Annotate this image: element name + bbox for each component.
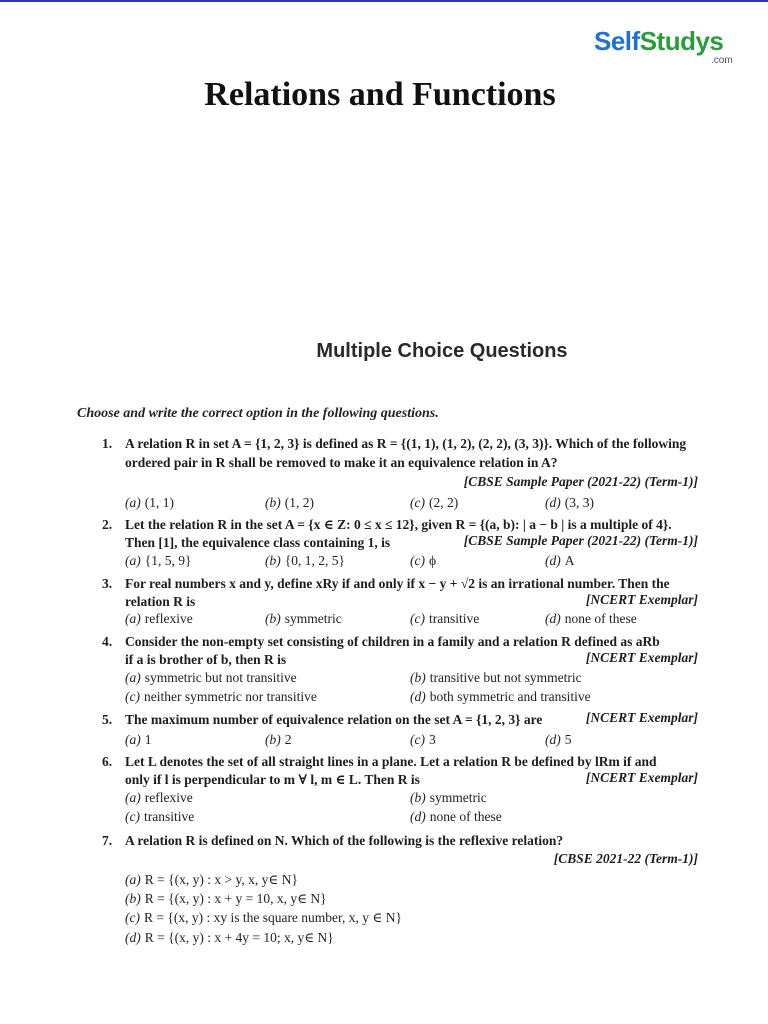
option-b <box>265 732 292 748</box>
option-text: {0, 1, 2, 5} <box>284 553 345 568</box>
option-label: (d) <box>545 553 561 568</box>
option-text: reflexive <box>144 790 193 805</box>
section-title: Multiple Choice Questions <box>316 340 568 362</box>
option-text: symmetric but not transitive <box>144 670 297 685</box>
option-a <box>125 732 152 748</box>
logo-domain: .com <box>711 55 733 66</box>
option-label: (a) <box>125 553 141 568</box>
page-title: Relations and Functions <box>204 76 556 113</box>
option-label: (a) <box>125 495 141 510</box>
question-text: For real numbers x and y, define xRy if and only if x − y + √2 is an irrational number. Then the <box>125 576 670 591</box>
option-text: (1, 2) <box>284 495 314 510</box>
option-b <box>410 790 487 806</box>
option-d <box>545 553 575 569</box>
option-text: both symmetric and transitive <box>429 689 591 704</box>
option-b <box>265 553 345 569</box>
option-label: (b) <box>410 790 426 805</box>
option-b <box>410 670 582 686</box>
option-label: (b) <box>265 732 281 747</box>
option-label: (d) <box>410 809 426 824</box>
option-text: ϕ <box>428 553 437 568</box>
option-text: R = {(x, y) : x > y, x, y∈ N} <box>144 872 298 887</box>
option-text: symmetric <box>284 611 342 626</box>
option-c <box>125 809 194 825</box>
option-c <box>410 732 436 748</box>
option-text: R = {(x, y) : x + y = 10, x, y∈ N} <box>144 891 327 906</box>
option-text: 1 <box>144 732 152 747</box>
question-number: 7. <box>102 833 113 848</box>
option-label: (b) <box>125 891 141 906</box>
option-text: transitive <box>428 611 480 626</box>
option-text: (1, 1) <box>144 495 174 510</box>
option-d <box>410 809 502 825</box>
option-c <box>410 495 458 511</box>
option-label: (d) <box>545 611 561 626</box>
option-b <box>265 495 314 511</box>
option-label: (a) <box>125 732 141 747</box>
option-text: R = {(x, y) : xy is the square number, x, y ∈ N} <box>143 910 402 925</box>
question-source: [NCERT Exemplar] <box>585 650 698 665</box>
option-text: (2, 2) <box>428 495 459 510</box>
option-c <box>410 553 436 569</box>
option-c <box>410 611 479 627</box>
option-text: none of these <box>429 809 502 824</box>
option-a <box>125 553 191 569</box>
option-label: (b) <box>410 670 426 685</box>
logo-wordmark <box>594 26 744 56</box>
option-a <box>125 611 193 627</box>
question-text-line2: if a is brother of b, then R is <box>125 652 287 667</box>
option-label: (c) <box>410 495 425 510</box>
option-label: (c) <box>125 910 140 925</box>
option-a <box>125 790 193 806</box>
option-text: neither symmetric nor transitive <box>143 689 317 704</box>
question-source: [CBSE Sample Paper (2021-22) (Term-1)] <box>463 533 698 548</box>
option-label: (a) <box>125 872 141 887</box>
question-text-line2: only if l is perpendicular to m ∀ l, m ∈ L. Then R is <box>125 772 420 787</box>
option-text: transitive but not symmetric <box>429 670 582 685</box>
option-label: (c) <box>125 689 140 704</box>
option-d <box>410 689 591 705</box>
top-border <box>0 0 768 2</box>
logo-self: Self <box>594 26 640 56</box>
option-label: (d) <box>545 732 561 747</box>
option-label: (b) <box>265 495 281 510</box>
question-text: The maximum number of equivalence relation on the set A = {1, 2, 3} are <box>125 712 543 727</box>
question-number: 3. <box>102 576 113 591</box>
question-text: Consider the non-empty set consisting of children in a family and a relation R defined as aRb <box>125 634 660 649</box>
option-a <box>125 872 298 888</box>
option-b <box>265 611 342 627</box>
question-number: 2. <box>102 517 113 532</box>
option-c <box>125 910 402 926</box>
selfstudys-logo[interactable] <box>594 26 744 72</box>
option-text: (3, 3) <box>564 495 594 510</box>
option-a <box>125 495 174 511</box>
option-label: (c) <box>410 732 425 747</box>
option-text: R = {(x, y) : x + 4y = 10; x, y∈ N} <box>144 930 334 945</box>
option-text: {1, 5, 9} <box>144 553 192 568</box>
question-text-line2: relation R is <box>125 594 196 609</box>
question-text: Let L denotes the set of all straight lines in a plane. Let a relation R be defined by lRm if and <box>125 754 657 769</box>
option-label: (a) <box>125 790 141 805</box>
question-number: 4. <box>102 634 113 649</box>
option-label: (d) <box>410 689 426 704</box>
option-text: none of these <box>564 611 637 626</box>
question-source: [CBSE 2021-22 (Term-1)] <box>553 851 698 866</box>
question-source: [NCERT Exemplar] <box>585 710 698 725</box>
instruction-text: Choose and write the correct option in the following questions. <box>77 406 439 421</box>
question-number: 1. <box>102 436 113 451</box>
question-number: 5. <box>102 712 113 727</box>
option-label: (b) <box>265 553 281 568</box>
question-source: [NCERT Exemplar] <box>585 770 698 785</box>
option-d <box>545 732 572 748</box>
option-label: (c) <box>125 809 140 824</box>
option-label: (d) <box>125 930 141 945</box>
option-label: (c) <box>410 611 425 626</box>
option-text: 3 <box>428 732 436 747</box>
question-source: [NCERT Exemplar] <box>585 592 698 607</box>
option-b <box>125 891 327 907</box>
logo-studys: Studys <box>639 26 724 56</box>
option-text: 2 <box>284 732 292 747</box>
option-label: (b) <box>265 611 281 626</box>
option-d <box>545 495 594 511</box>
option-label: (d) <box>545 495 561 510</box>
option-text: A <box>564 553 575 568</box>
option-text: symmetric <box>429 790 487 805</box>
question-text: A relation R is defined on N. Which of the following is the reflexive relation? <box>125 833 564 848</box>
option-d <box>545 611 637 627</box>
question-text: Let the relation R in the set A = {x ∈ Z: 0 ≤ x ≤ 12}, given R = {(a, b): | a − b | is a multiple of 4}. <box>125 517 672 532</box>
option-label: (a) <box>125 611 141 626</box>
option-text: 5 <box>564 732 572 747</box>
question-text: A relation R in set A = {1, 2, 3} is defined as R = {(1, 1), (1, 2), (2, 2), (3, 3)}. Which of the following ordered pair in R shall be removed to make it an equivalence relation in A? <box>125 436 687 470</box>
option-text: reflexive <box>144 611 193 626</box>
question-number: 6. <box>102 754 113 769</box>
option-label: (c) <box>410 553 425 568</box>
question-source: [CBSE Sample Paper (2021-22) (Term-1)] <box>463 474 698 489</box>
question-text-line2: Then [1], the equivalence class containing 1, is <box>125 535 391 550</box>
option-a <box>125 670 297 686</box>
option-c <box>125 689 317 705</box>
option-label: (a) <box>125 670 141 685</box>
option-text: transitive <box>143 809 195 824</box>
option-d <box>125 930 334 946</box>
